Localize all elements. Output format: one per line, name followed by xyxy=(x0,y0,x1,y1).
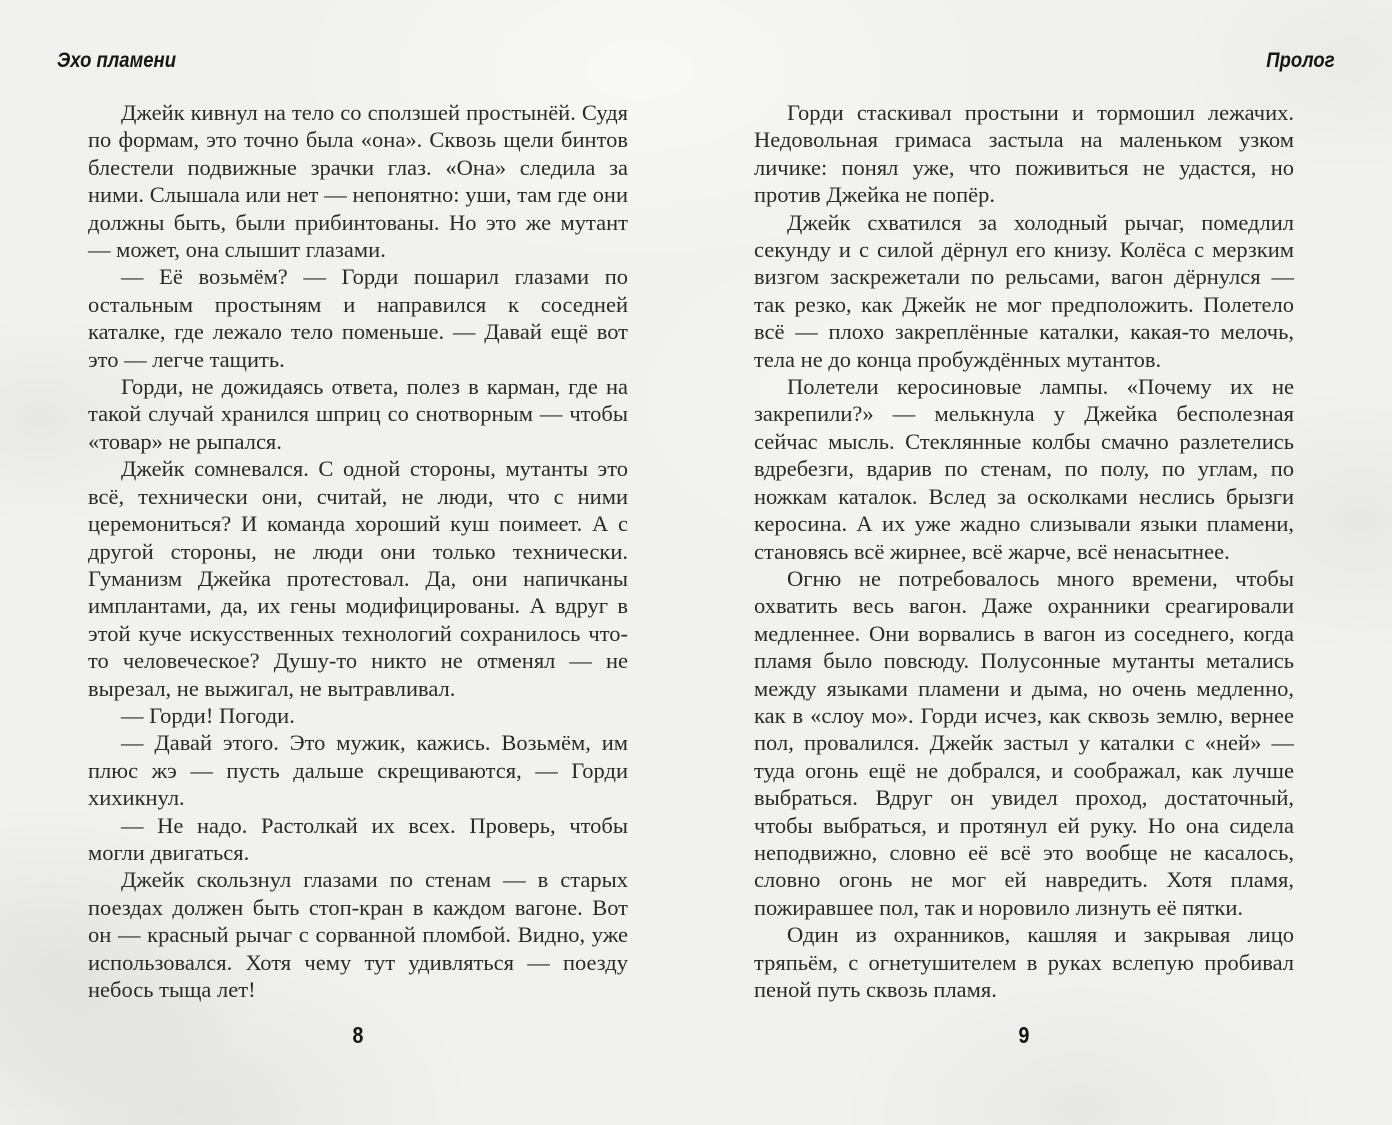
paragraph: — Не надо. Растолкай их всех. Проверь, чтобы могли двигаться. xyxy=(88,812,628,865)
paragraph: Один из охранников, кашляя и закрывая лицо тряпьём, с огнетушителем в руках вслепую пробивал пеной путь сквозь пламя. xyxy=(754,922,1294,1002)
left-page-text-block xyxy=(88,99,628,1003)
paragraph: Джейк скользнул глазами по стенам — в старых поездах должен быть стоп-кран в каждом вагоне. Вот он — красный рычаг с сорванной пломбой. Видно, уже использовался. Хотя чему тут удивляться — поезду небось тыща лет! xyxy=(88,867,628,1002)
right-page-text-block xyxy=(754,99,1294,1003)
running-header-chapter-title: Пролог xyxy=(1266,49,1335,72)
paragraph: Полетели керосиновые лампы. «Почему их не закрепили?» — мелькнула у Джейка бесполезная сейчас мысль. Стеклянные колбы смачно разлетелись вдребезги, вдарив по стенам, по полу, по углам, по ножкам каталок. Вслед за осколками неслись брызги керосина. А их уже жадно слизывали языки пламени, становясь всё жирнее, всё жарче, всё ненасытнее. xyxy=(754,374,1294,564)
paragraph: Джейк кивнул на тело со сползшей простынёй. Судя по формам, это точно была «она». Сквозь щели бинтов блестели подвижные зрачки глаз. «Она» следила за ними. Слышала или нет — непонятно: уши, там где они должны быть, были прибинтованы. Но это же мутант — может, она слышит глазами. xyxy=(88,100,628,263)
running-header-book-title: Эхо пламени xyxy=(57,49,176,72)
paragraph: — Её возьмём? — Горди пошарил глазами по остальным простыням и направился к соседней каталке, где лежало тело поменьше. — Давай ещё вот это — легче тащить. xyxy=(88,264,628,372)
paragraph: Джейк схватился за холодный рычаг, помедлил секунду и с силой дёрнул его книзу. Колёса с мерзким визгом заскрежетали по рельсами, вагон дёрнулся — так резко, как Джейк не мог предположить. Полетело всё — плохо закреплённые каталки, какая-то мелочь, тела не до конца пробуждённых мутантов. xyxy=(754,209,1294,372)
page-number-left: 8 xyxy=(352,1022,364,1048)
paragraph: — Горди! Погоди. xyxy=(121,702,295,728)
paragraph: Горди стаскивал простыни и тормошил лежачих. Недовольная гримаса застыла на маленьком узком личике: понял уже, что поживиться не удастся, но против Джейка не попёр. xyxy=(754,100,1294,208)
paragraph: — Давай этого. Это мужик, кажись. Возьмём, им плюс жэ — пусть дальше скрещиваются, — Горди хихикнул. xyxy=(88,730,628,811)
paragraph: Горди, не дожидаясь ответа, полез в карман, где на такой случай хранился шприц со снотворным — чтобы «товар» не рыпался. xyxy=(88,374,628,454)
paragraph: Джейк сомневался. С одной стороны, мутанты это всё, технически они, считай, не люди, что с ними церемониться? И команда хороший куш поимеет. А с другой стороны, не люди они только технически. Гуманизм Джейка протестовал. Да, они напичканы имплантами, да, их гены модифицированы. А вдруг в этой куче искусственных технологий сохранилось что-то человеческое? Душу-то никто не отменял — не вырезал, не выжигал, не вытравливал. xyxy=(88,456,628,701)
page-number-right: 9 xyxy=(1018,1022,1030,1048)
paragraph: Огню не потребовалось много времени, чтобы охватить весь вагон. Даже охранники среагировали медленнее. Они ворвались в вагон из соседнего, когда пламя было повсюду. Полусонные мутанты метались между языками пламени и дыма, но очень медленно, как в «слоу мо». Горди исчез, как сквозь землю, вернее пол, провалился. Джейк застыл у каталки с «ней» — туда огонь ещё не добрался, и соображал, как лучше выбраться. Вдруг он увидел проход, достаточный, чтобы выбраться, и протянул ей руку. Но она сидела неподвижно, словно её всё это вообще не касалось, словно огонь не мог ей навредить. Хотя пламя, пожиравшее пол, так и норовило лизнуть её пятки. xyxy=(754,565,1294,920)
